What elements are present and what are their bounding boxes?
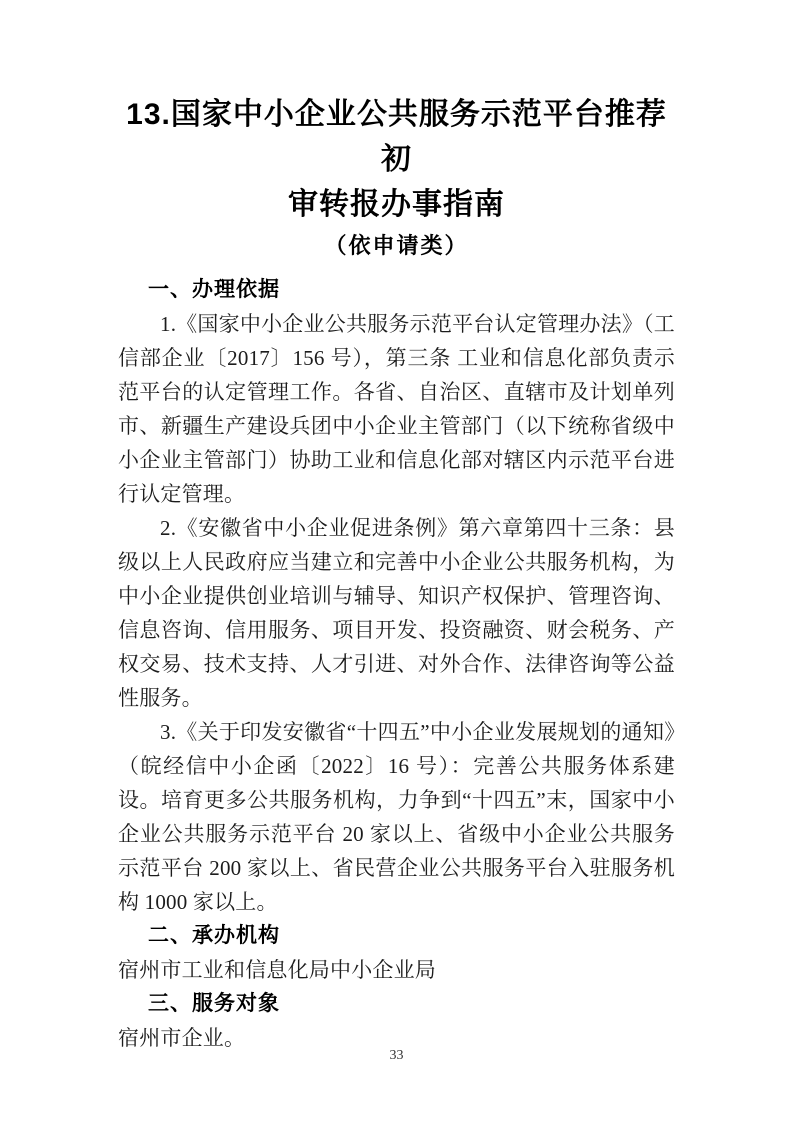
section-1-paragraph-2: 2.《安徽省中小企业促进条例》第六章第四十三条：县级以上人民政府应当建立和完善中小企业公共服务机构，为中小企业提供创业培训与辅导、知识产权保护、管理咨询、信息咨询、信用服务、项目开发、投资融资、财会税务、产权交易、技术支持、人才引进、对外合作、法律咨询等公益性服务。 [118,516,675,710]
document-title [118,92,675,227]
document-subtitle: （依申请类） [324,233,469,258]
document-title-line-1: 13.国家中小企业公共服务示范平台推荐初 [126,98,667,176]
document-body [118,273,675,1055]
section-1-paragraph-3: 3.《关于印发安徽省“十四五”中小企业发展规划的通知》（皖经信中小企函〔2022〕16 号）：完善公共服务体系建设。培育更多公共服务机构，力争到“十四五”末，国家中小企业公共服务示范平台 20 家以上、省级中小企业公共服务示范平台 200 家以上、省民营企业公共服务平台入驻服务机构 1000 家以上。 [118,720,675,914]
section-1-paragraph-1: 1.《国家中小企业公共服务示范平台认定管理办法》（工信部企业〔2017〕156 号），第三条 工业和信息化部负责示范平台的认定管理工作。各省、自治区、直辖市及计划单列市、新疆生产建设兵团中小企业主管部门（以下统称省级中小企业主管部门）协助工业和信息化部对辖区内示范平台进行认定管理。 [118,312,675,506]
section-3-heading: 三、服务对象 [148,992,280,1015]
page-number: 33 [389,1048,404,1063]
section-2-heading: 二、承办机构 [148,924,280,947]
document-title-line-2: 审转报办事指南 [288,188,505,221]
section-3-paragraph-1: 宿州市企业。 [118,1026,246,1050]
section-1-heading: 一、办理依据 [148,278,280,301]
section-2-paragraph-1: 宿州市工业和信息化局中小企业局 [118,958,436,982]
